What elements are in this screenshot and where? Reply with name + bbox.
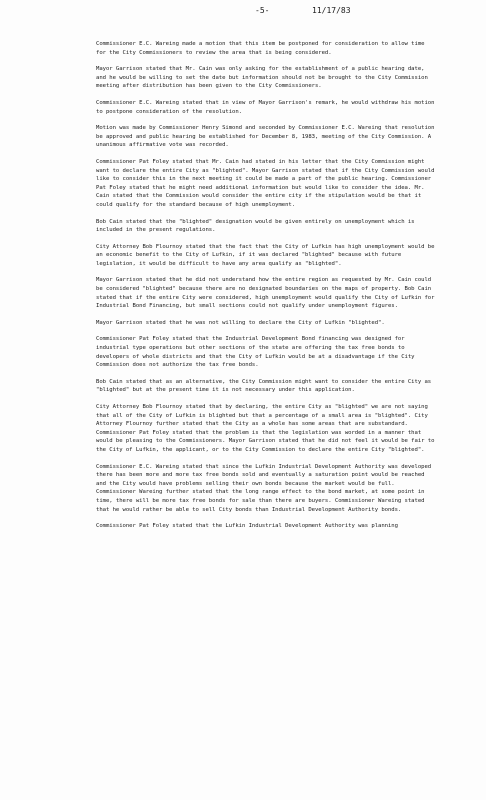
paragraph: Commissioner E.C. Wareing stated that since the Lufkin Industrial Development Authority was developed there has been more and more tax free bonds sold and eventually a saturation point would be reached and the City would have problems selling their own bonds because the market would be full. Commissioner Wareing further stated that the long range effect to the bond market, at some point in time, there will be more tax free bonds for sale than there are buyers. Commissioner Wareing stated that he would rather be able to sell City bonds than Industrial Development Authority bonds. bbox=[96, 463, 432, 513]
paragraph: Commissioner Pat Foley stated that the Industrial Development Bond financing was designed for industrial type operations but other sections of the state are offering the tax free bonds to developers of whole districts and that the City of Lufkin would be at a disadvantage if the City Commission does not authorize the tax free bonds. bbox=[96, 336, 415, 369]
paragraph: Bob Cain stated that as an alternative, the City Commission might want to consider the entire City as "blighted" but at the present time it is not necessary under this application. bbox=[96, 378, 432, 394]
paragraph: Bob Cain stated that the "blighted" designation would be given entirely on unemployment which is included in the present regulations. bbox=[96, 218, 415, 234]
page-number: -5- bbox=[255, 6, 270, 15]
document-body bbox=[96, 40, 436, 792]
paragraph: Mayor Garrison stated that he did not understand how the entire region as requested by Mr. Cain could be considered "blighted" because there are no designated boundaries on the maps of property. Bob Cain stated that if the entire City were considered, high unemployment would qualify the City of Lufkin for Industrial Bond Financing, but small sections could not qualify under unemployment figures. bbox=[96, 277, 435, 310]
paragraph: Commissioner E.C. Wareing made a motion that this item be postponed for consideration to allow time for the City Commissioners to review the area that is being considered. bbox=[96, 41, 425, 56]
page-header bbox=[0, 6, 486, 20]
paragraph: City Attorney Bob Flournoy stated that by declaring, the entire City as "blighted" we are not saying that all of the City of Lufkin is blighted but that a percentage of a small area is "blighted". City Attorney Flournoy further stated that the City as a whole has some areas that are substandard. Commissioner Pat Foley stated that the problem is that the legislation was worded in a manner that would be pleasing to the Commissioners. Mayor Garrison stated that he did not feel it would be fair to the City of Lufkin, the applicant, or to the City Commission to declare the entire City "blighted". bbox=[96, 404, 435, 453]
paragraph: Mayor Garrison stated that he was not willing to declare the City of Lufkin "blighted". bbox=[96, 319, 385, 326]
paragraph: Commissioner E.C. Wareing stated that in view of Mayor Garrison's remark, he would withdraw his motion to postpone consideration of the resolution. bbox=[96, 99, 435, 115]
paragraph: Mayor Garrison stated that Mr. Cain was only asking for the establishment of a public hearing date, and he would be willing to set the date but information should not be brought to the City Commission meeting after distribution has been given to the City Commissioners. bbox=[96, 66, 428, 90]
page-date: 11/17/83 bbox=[312, 6, 351, 15]
paragraph: City Attorney Bob Flournoy stated that the fact that the City of Lufkin has high unemployment would be an economic benefit to the City of Lufkin, if it was declared "blighted" because with future legislation, it would be difficult to have any area qualify as "blighted". bbox=[96, 243, 435, 267]
paragraph: Commissioner Pat Foley stated that Mr. Cain had stated in his letter that the City Commission might want to declare the entire City as "blighted". Mayor Garrison stated that if the City Commission would like to consider this in the next meeting it could be made a part of the public hearing. Commissioner Pat Foley stated that he might need additional information but would like to consider the idea. Mr. Cain stated that the Commission would consider the entire city if the stipulation would be that it could qualify for the standard because of high unemployment. bbox=[96, 158, 435, 208]
paragraph: Motion was made by Commissioner Henry Simond and seconded by Commissioner E.C. Wareing that resolution be approved and public hearing be established for December 8, 1983, meeting of the City Commission. A unanimous affirmative vote was recorded. bbox=[96, 125, 435, 149]
paragraph: Commissioner Pat Foley stated that the Lufkin Industrial Development Authority was planning bbox=[96, 523, 398, 530]
